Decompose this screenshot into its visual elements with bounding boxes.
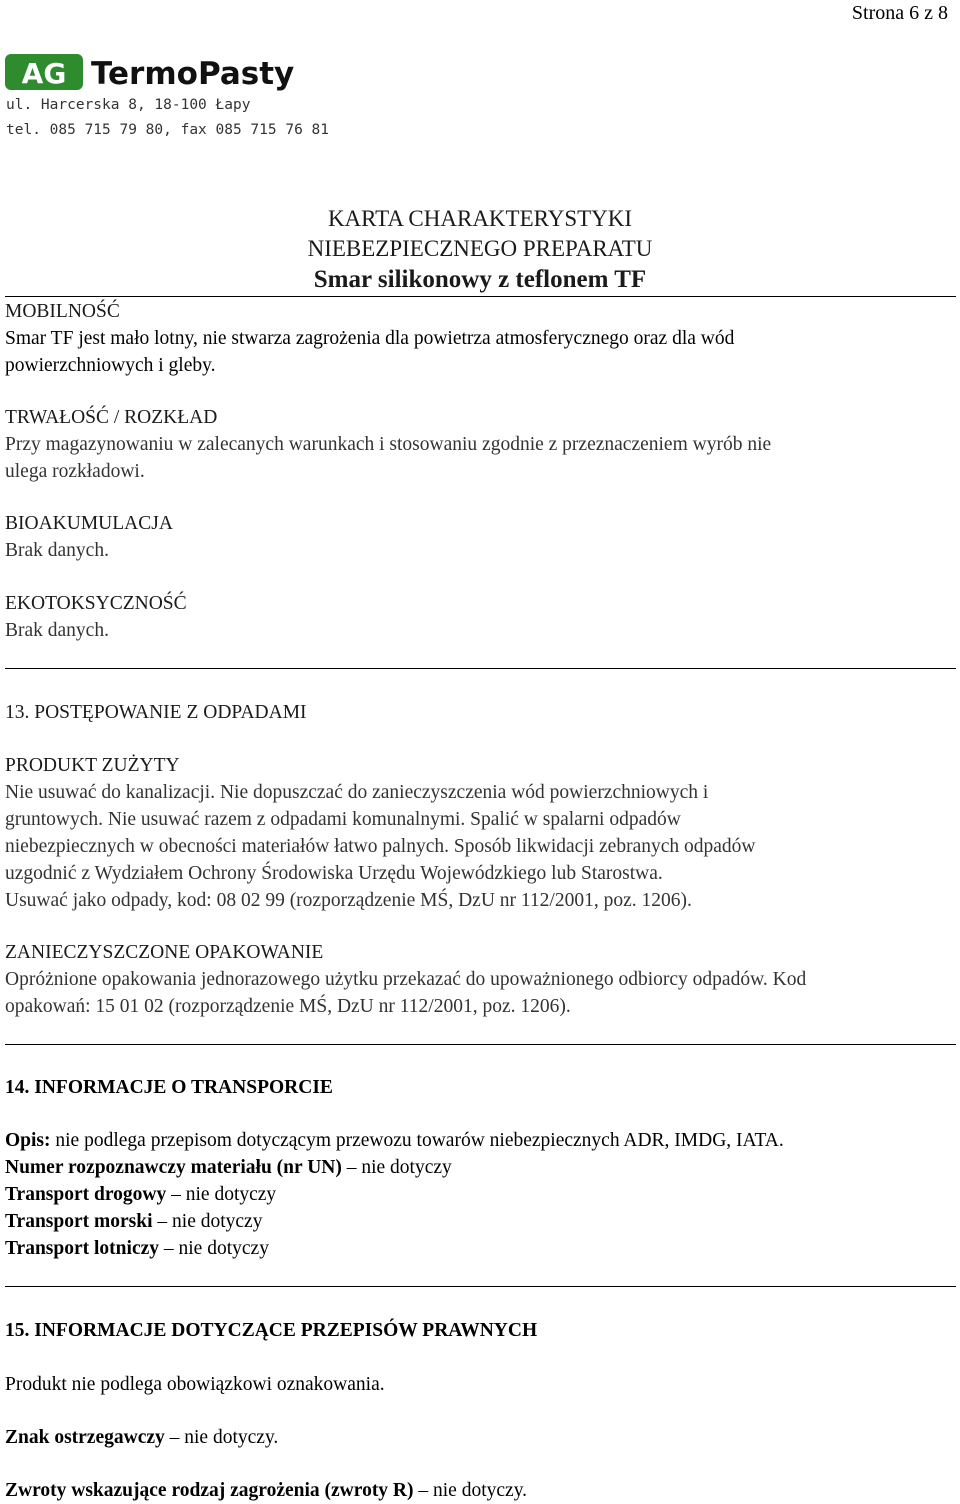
section-divider xyxy=(5,1044,956,1045)
un-number-value: – nie dotyczy xyxy=(341,1157,452,1178)
warning-sign-label: Znak ostrzegawczy xyxy=(5,1427,165,1448)
section-14-heading xyxy=(5,1074,333,1101)
warning-sign-value: – nie dotyczy. xyxy=(164,1427,279,1448)
document-title-line1: KARTA CHARAKTERYSTYKI xyxy=(327,206,633,231)
persistence-text: Przy magazynowaniu w zalecanych warunkach i stosowaniu zgodnie z przeznaczeniem wyrób nie xyxy=(5,434,772,455)
mobility-text: Smar TF jest mało lotny, nie stwarza zagrożenia dla powietrza atmosferycznego oraz dla wód xyxy=(5,328,735,349)
section-divider xyxy=(5,668,956,669)
sea-transport-label: Transport morski xyxy=(5,1211,153,1232)
air-transport-value: – nie dotyczy xyxy=(159,1238,269,1259)
transport-description xyxy=(5,1127,784,1154)
road-transport-label: Transport drogowy xyxy=(5,1184,167,1205)
company-logo xyxy=(5,50,325,94)
warning-sign-row xyxy=(5,1424,278,1451)
packaging-text: Opróżnione opakowania jednorazowego użytku przekazać do upoważnionego odbiorcy odpadów. Kod xyxy=(5,969,807,990)
bioaccumulation-text: Brak danych. xyxy=(5,540,109,561)
air-transport-label: Transport lotniczy xyxy=(5,1238,160,1259)
air-transport-row xyxy=(5,1235,269,1262)
logo-mark: AG xyxy=(21,57,67,90)
section-15-heading xyxy=(5,1317,537,1344)
product-name: Smar silikonowy z teflonem TF xyxy=(313,266,647,293)
used-product-text: gruntowych. Nie usuwać razem z odpadami komunalnymi. Spalić w spalarni odpadów xyxy=(5,809,681,830)
title-divider xyxy=(5,296,956,297)
mobility-heading: MOBILNOŚĆ xyxy=(5,301,120,322)
ecotoxicity-text: Brak danych. xyxy=(5,620,109,641)
used-product-text: Usuwać jako odpady, kod: 08 02 99 (rozporządzenie MŚ, DzU nr 112/2001, poz. 1206). xyxy=(5,890,692,911)
risk-phrases-row xyxy=(5,1477,527,1504)
document-title-line2: NIEBEZPIECZNEGO PREPARATU xyxy=(307,236,653,261)
road-transport-value: – nie dotyczy xyxy=(166,1184,277,1205)
risk-phrases-value: – nie dotyczy. xyxy=(413,1480,528,1501)
sea-transport-value: – nie dotyczy xyxy=(152,1211,263,1232)
transport-description-value: nie podlega przepisom dotyczącym przewozu towarów niebezpiecznych ADR, IMDG, IATA. xyxy=(50,1130,784,1151)
section-15-title: 15. INFORMACJE DOTYCZĄCE PRZEPISÓW PRAWNYCH xyxy=(5,1320,538,1341)
risk-phrases-label: Zwroty wskazujące rodzaj zagrożenia (zwroty R) xyxy=(5,1480,414,1501)
mobility-text: powierzchniowych i gleby. xyxy=(5,355,216,376)
used-product-text: uzgodnić z Wydziałem Ochrony Środowiska Urzędu Wojewódzkiego lub Starostwa. xyxy=(5,863,663,884)
packaging-text: opakowań: 15 01 02 (rozporządzenie MŚ, DzU nr 112/2001, poz. 1206). xyxy=(5,996,571,1017)
section-13-heading: 13. POSTĘPOWANIE Z ODPADAMI xyxy=(5,702,307,723)
logo-text: TermoPasty xyxy=(91,56,295,92)
used-product-text: Nie usuwać do kanalizacji. Nie dopuszczać do zanieczyszczenia wód powierzchniowych i xyxy=(5,782,709,803)
sea-transport-row xyxy=(5,1208,262,1235)
used-product-text: niebezpiecznych w obecności materiałów łatwo palnych. Sposób likwidacji zebranych odpadów xyxy=(5,836,756,857)
transport-description-label: Opis: xyxy=(5,1130,51,1151)
bioaccumulation-heading: BIOAKUMULACJA xyxy=(5,513,173,534)
address-line: ul. Harcerska 8, 18-100 Łapy xyxy=(6,97,251,113)
un-number-label: Numer rozpoznawczy materiału (nr UN) xyxy=(5,1157,342,1178)
labeling-text: Produkt nie podlega obowiązkowi oznakowania. xyxy=(5,1374,385,1395)
ecotoxicity-heading: EKOTOKSYCZNOŚĆ xyxy=(5,593,187,614)
phone-line: tel. 085 715 79 80, fax 085 715 76 81 xyxy=(6,122,330,138)
persistence-text: ulega rozkładowi. xyxy=(5,461,145,482)
used-product-heading: PRODUKT ZUŻYTY xyxy=(5,755,180,776)
persistence-heading: TRWAŁOŚĆ / ROZKŁAD xyxy=(5,407,218,428)
un-number-row xyxy=(5,1154,452,1181)
road-transport-row xyxy=(5,1181,276,1208)
page-number: Strona 6 z 8 xyxy=(851,2,948,24)
section-14-title: 14. INFORMACJE O TRANSPORCIE xyxy=(5,1077,333,1098)
section-divider xyxy=(5,1286,956,1287)
packaging-heading: ZANIECZYSZCZONE OPAKOWANIE xyxy=(5,942,324,963)
